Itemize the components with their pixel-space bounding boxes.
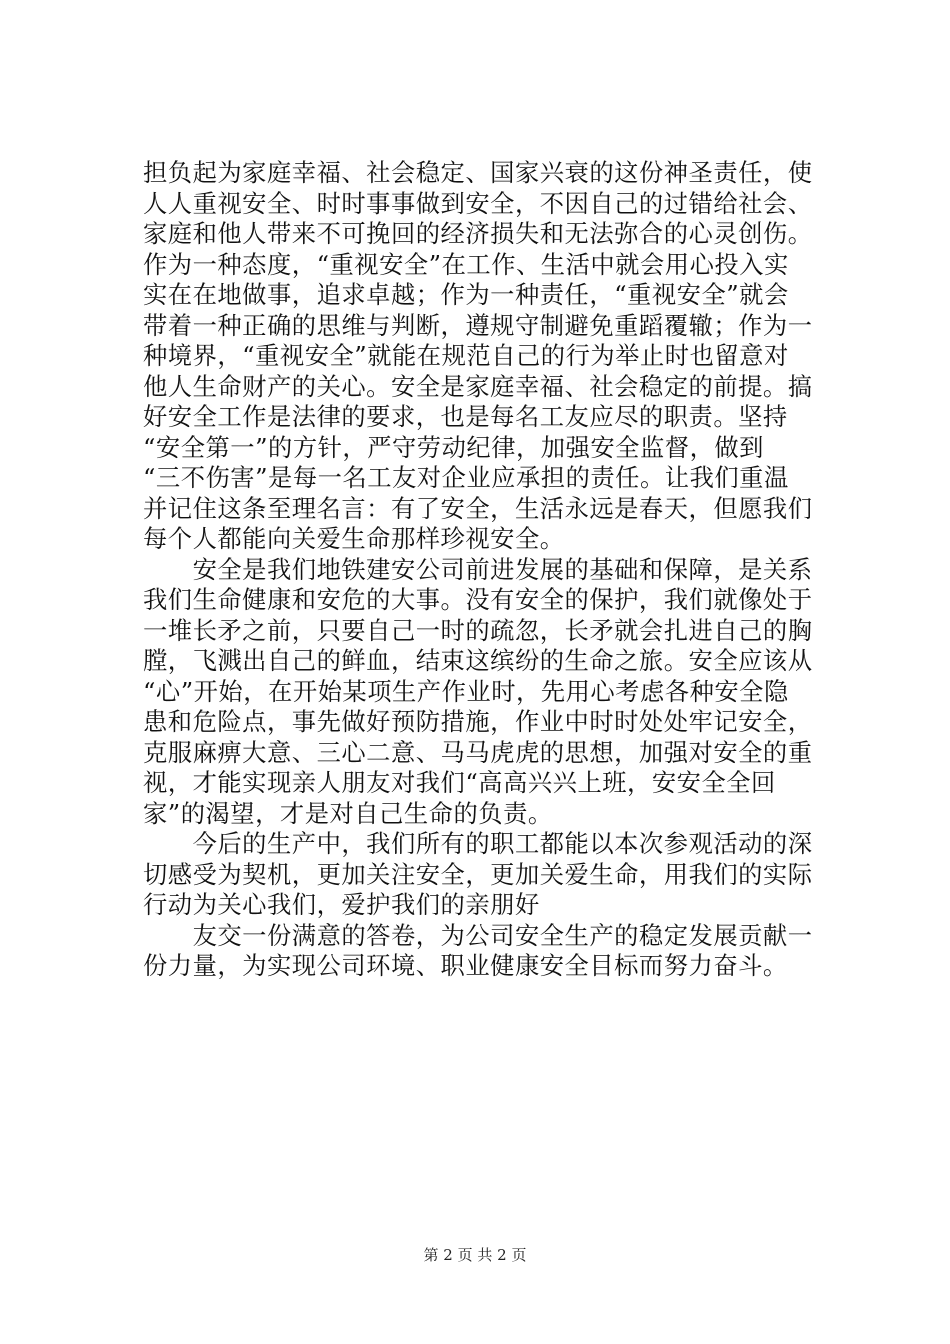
text-line: 每个人都能向关爱生命那样珍视安全。: [143, 524, 565, 553]
text-line: 视，才能实现亲人朋友对我们“高高兴兴上班，安安全全回: [143, 768, 776, 797]
text-line: 种境界，“重视安全”就能在规范自己的行为举止时也留意对: [143, 341, 789, 370]
text-line: 带着一种正确的思维与判断，遵规守制避免重蹈覆辙；作为一: [143, 310, 813, 340]
text-line: 患和危险点，事先做好预防措施，作业中时时处处牢记安全，: [143, 707, 813, 736]
text-line: 克服麻痹大意、三心二意、马马虎虎的思想，加强对安全的重: [143, 737, 813, 767]
text-line: “三不伤害”是每一名工友对企业应承担的责任。让我们重温: [143, 463, 789, 492]
text-line: 友交一份满意的答卷，为公司安全生产的稳定发展贡献一: [143, 920, 813, 950]
text-line: 切感受为契机，更加关注安全，更加关爱生命，用我们的实际: [143, 859, 813, 889]
text-line: 家”的渴望，才是对自己生命的负责。: [143, 798, 553, 828]
text-line: “心”开始，在开始某项生产作业时，先用心考虑各种安全隐: [143, 676, 789, 706]
text-line: 今后的生产中，我们所有的职工都能以本次参观活动的深: [143, 829, 813, 858]
document-body: [143, 158, 815, 982]
text-line: 一堆长矛之前，只要自己一时的疏忽，长矛就会扎进自己的胸: [143, 615, 813, 645]
page-footer: [0, 1244, 950, 1265]
text-line: 安全是我们地铁建安公司前进发展的基础和保障，是关系: [143, 554, 813, 584]
text-line: 作为一种态度，“重视安全”在工作、生活中就会用心投入实: [143, 249, 789, 279]
text-line: 他人生命财产的关心。安全是家庭幸福、社会稳定的前提。搞: [143, 371, 813, 401]
page-number-label: 第 2 页 共 2 页: [423, 1246, 527, 1264]
text-line: 担负起为家庭幸福、社会稳定、国家兴衰的这份神圣责任，使: [143, 158, 813, 187]
text-line: 膛，飞溅出自己的鲜血，结束这缤纷的生命之旅。安全应该从: [143, 646, 813, 675]
text-line: 人人重视安全、时时事事做到安全，不因自己的过错给社会、: [143, 188, 813, 218]
text-line: 实在在地做事，追求卓越；作为一种责任，“重视安全”就会: [143, 280, 789, 309]
text-line: 并记住这条至理名言：有了安全，生活永远是春天，但愿我们: [143, 493, 813, 523]
text-line: 份力量，为实现公司环境、职业健康安全目标而努力奋斗。: [143, 951, 788, 980]
text-line: 我们生命健康和安危的大事。没有安全的保护，我们就像处于: [143, 585, 813, 614]
text-line: 家庭和他人带来不可挽回的经济损失和无法弥合的心灵创伤。: [143, 219, 813, 248]
text-line: 好安全工作是法律的要求，也是每名工友应尽的职责。坚持: [143, 402, 788, 431]
text-line: 行动为关心我们，爱护我们的亲朋好: [143, 890, 540, 919]
text-line: “安全第一”的方针，严守劳动纪律，加强安全监督，做到: [143, 432, 764, 462]
